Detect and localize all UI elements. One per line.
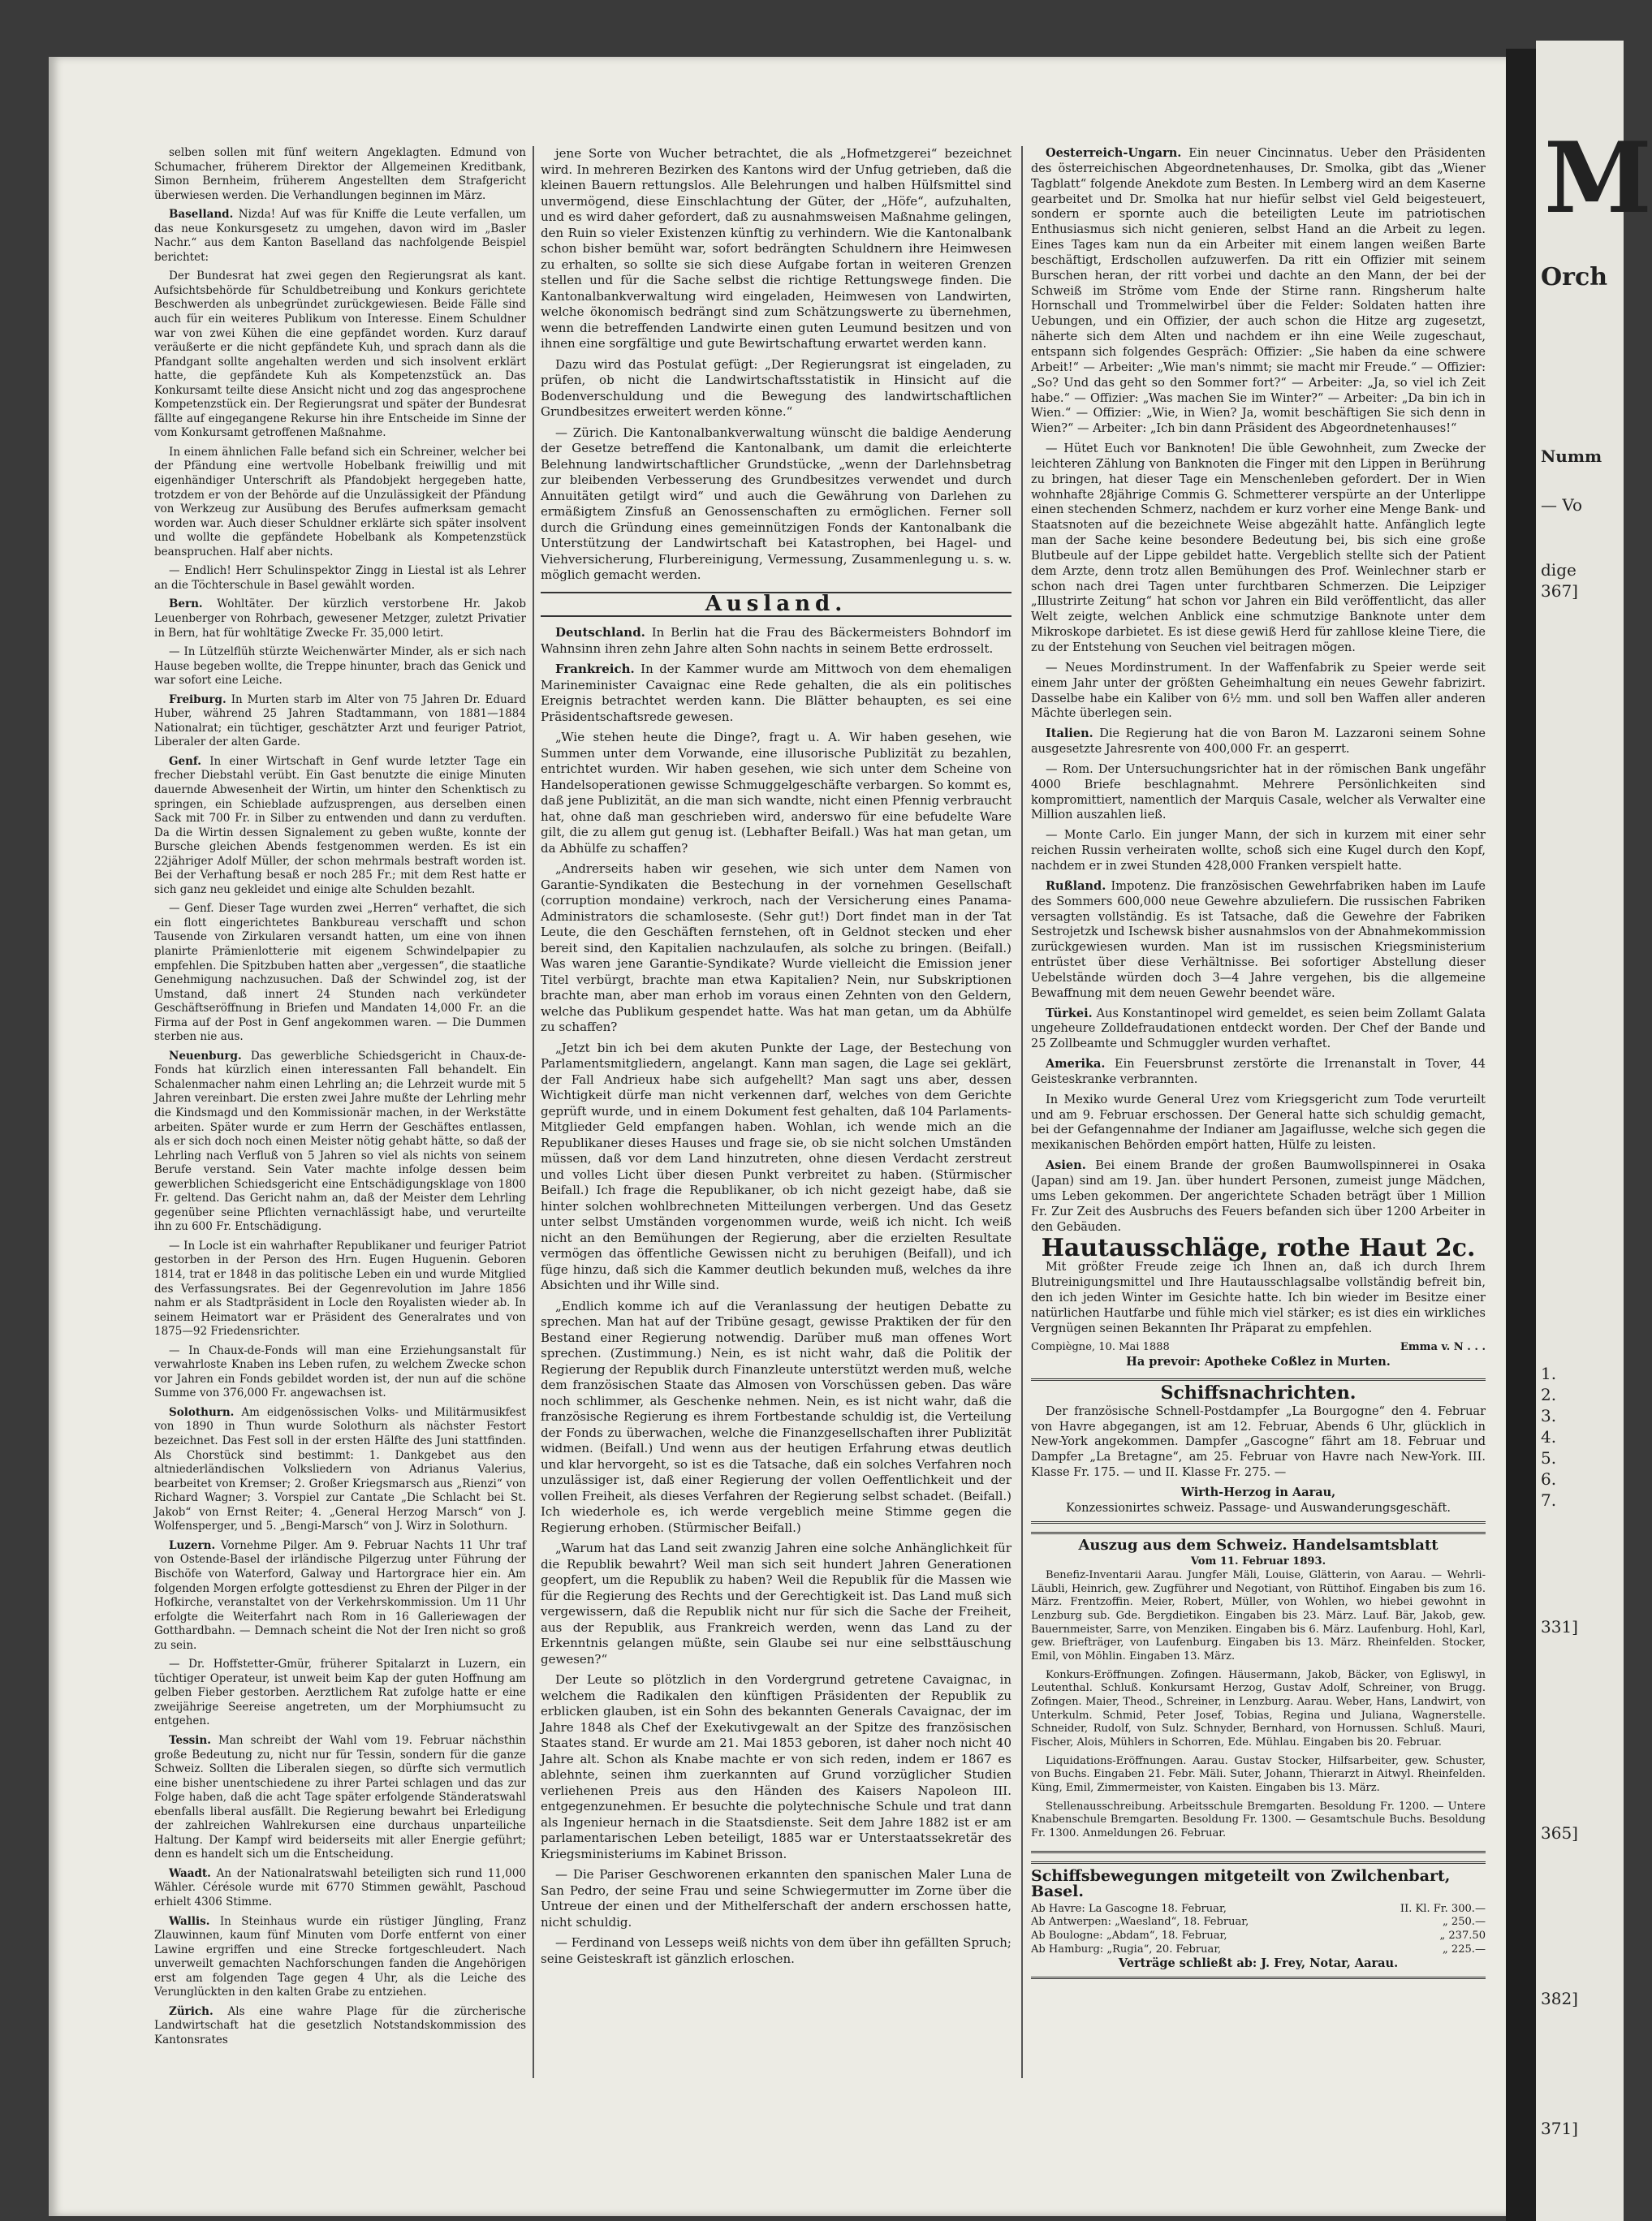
article-paragraph bbox=[541, 1935, 1011, 1967]
article-paragraph bbox=[541, 357, 1011, 420]
article-heading: Frankreich. bbox=[555, 662, 635, 676]
ad-signature: Emma v. N . . . bbox=[1400, 1341, 1486, 1354]
article-heading: Freiburg. bbox=[169, 692, 226, 706]
article-text: — Hütet Euch vor Banknoten! Die üble Gewohnheit, zum Zwecke der leichteren Zählung von Banknoten die Finger mit den Lippen in Berührung zu bringen, hat dieser Tage ein Menschenleben gefordert. Der in Wien wohnhafte 28jährige Commis G. Schmetterer verspürte an der Unterlippe einen stechenden Schmerz, nachdem er kurz vorher eine Menge Bank- und Staatsnoten auf die bezeichnete Weise abgezählt hatte. Anfänglich legte man der Sache keine besondere Bedeutung bei, bis sich eine große Blutbeule auf der Lippe gebildet hatte. Vergeblich stellte sich der Patient dem Arzte, denn trotz allen Bemühungen des Prof. Weinlechner starb er schon nach drei Tagen unter furchtbaren Schmerzen. Die Leipziger „Illustrirte Zeitung“ hat schon vor Jahren ein Bild veröffentlicht, das aller Welt zeigte, welchen Anblick eine schmutzige Banknote unter dem Mikroskope darbietet. Es ist diese gewiß Herd für zahllose kleine Tiere, die zu der Entstehung von Seuchen viel beitragen mögen. bbox=[1031, 442, 1486, 654]
ship-movements bbox=[1031, 1861, 1486, 1979]
shipping-text: Der französische Schnell-Postdampfer „La Bourgogne“ den 4. Februar von Havre abgegangen, ist am 12. Februar, Abends 6 Uhr, glücklich in New-York angekommen. Dampfer „Gascogne“ fährt am 18. Februar und Dampfer „La Bretagne“, am 25. Februar von Havre nach New-York. III. Klasse Fr. 175. — und II. Klasse Fr. 275. — bbox=[1031, 1404, 1486, 1480]
article-heading: Rußland. bbox=[1046, 878, 1106, 893]
article-paragraph bbox=[541, 1299, 1011, 1537]
article-paragraph bbox=[1031, 1007, 1486, 1053]
article-paragraph bbox=[1031, 1057, 1486, 1088]
article-paragraph bbox=[1031, 727, 1486, 757]
article-heading: Italien. bbox=[1046, 727, 1093, 741]
article-text: Ein Feuersbrunst zerstörte die Irrenanstalt in Tover, 44 Geisteskranke verbrannten. bbox=[1031, 1058, 1486, 1086]
article-heading: Türkei. bbox=[1046, 1006, 1093, 1020]
ship-row-price: „ 250.— bbox=[1442, 1916, 1486, 1929]
ship-row bbox=[1031, 1930, 1486, 1943]
article-heading: Baselland. bbox=[169, 208, 234, 222]
ship-row-label: Ab Hamburg: „Rugia“, 20. Februar, bbox=[1031, 1943, 1222, 1956]
ship-row-price: II. Kl. Fr. 300.— bbox=[1400, 1902, 1486, 1915]
shipping-news bbox=[1031, 1378, 1486, 1524]
article-text: „Warum hat das Land seit zwanzig Jahren eine solche Anhänglichkeit für die Republik bewahrt? Weil man sich seit hundert Jahren Generationen geopfert, um die Republik zu haben? Weil die Republik für die Massen wie für die Regierung des Rechts und der Gerechtigkeit ist. Das Land muß sich vergewissern, daß die Republik nicht nur für sich die Sache der Freiheit, aus der Republik, aus Frankreich werden, wenn das Land zu der Erkenntnis gelangen müßte, sein Glaube sei nur eine selbsttäuschung gewesen?“ bbox=[541, 1541, 1011, 1667]
article-text: — Ferdinand von Lesseps weiß nichts von dem über ihn gefällten Spruch; seine Geisteskraft ist gänzlich erloschen. bbox=[541, 1935, 1011, 1966]
article-text: — Endlich! Herr Schulinspektor Zingg in Liestal ist als Lehrer an die Töchterschule in Basel gewählt worden. bbox=[154, 564, 526, 592]
article-paragraph bbox=[541, 662, 1011, 725]
article-paragraph bbox=[154, 1658, 526, 1729]
edge-fragment: 6. bbox=[1541, 1469, 1557, 1489]
article-text: An der Nationalratswahl beteiligten sich rund 11,000 Wähler. Cérésole wurde mit 6770 Stimmen gewählt, Paschoud erhielt 4306 Stimme. bbox=[154, 1866, 527, 1908]
official-date: Vom 11. Februar 1893. bbox=[1190, 1555, 1326, 1568]
article-paragraph bbox=[154, 1539, 526, 1653]
article-paragraph bbox=[541, 861, 1011, 1036]
article-paragraph bbox=[541, 1541, 1011, 1667]
article-paragraph bbox=[154, 564, 526, 593]
article-text: In der Kammer wurde am Mittwoch von dem ehemaligen Marineminister Cavaignac eine Rede gehalten, die als ein politisches Ereignis betrachtet werden kann. Die Blätter behaupten, es sei eine Präsidentschaftsrede gewesen. bbox=[541, 662, 1011, 724]
article-text: In einer Wirtschaft in Genf wurde letzter Tage ein frecher Diebstahl verübt. Ein Gast benutzte die einige Minuten dauernde Abwesenheit der Wirtin, um hinter den Schenktisch zu springen, ein Schieblade aufzusprengen, aus derselben einen Sack mit 700 Fr. in Silber zu entwenden und dann zu verduften. Da die Wirtin dessen Signalement zu geben wußte, konnte der Bursche gleichen Abends festgenommen werden. Es ist ein 22jähriger Adolf Müller, der schon mehrmals bestraft worden ist. Bei der Verhaftung besaß er noch 285 Fr.; mit dem Rest hatte er sich ganz neu gekleidet und einige alte Schulden bezahlt. bbox=[154, 754, 526, 896]
edge-fragment: dige bbox=[1541, 560, 1577, 580]
edge-fragment: Orch bbox=[1541, 263, 1608, 291]
article-paragraph bbox=[1031, 146, 1486, 437]
edge-fragment: 7. bbox=[1541, 1490, 1557, 1510]
article-text: Wohltäter. Der kürzlich verstorbene Hr. Jakob Leuenberger von Rohrbach, gewesener Metzger, zuletzt Privatier in Bern, hat für wohltätige Zwecke Fr. 35,000 letirt. bbox=[154, 597, 526, 640]
article-heading: Deutschland. bbox=[555, 625, 645, 640]
article-heading: Luzern. bbox=[169, 1538, 216, 1552]
edge-fragment: 331] bbox=[1541, 1617, 1578, 1637]
shipping-agent: Wirth-Herzog in Aarau, bbox=[1180, 1486, 1336, 1500]
article-text: Der Bundesrat hat zwei gegen den Regierungsrat als kant. Aufsichtsbehörde für Schuldbetreibung und Konkurs gerichtete Beschwerden als unbegründet zurückgewiesen. Beide Fälle sind auch für ein weiteres Publikum von Interesse. Einem Schuldner war von zwei Kühen die eine gepfändet worden. Kurz darauf veräußerte er die nicht gepfändete Kuh, und sprach dann als die Pfandgant sollte angehalten werden und sich insolvent erklärt hatte, die gepfändete Kuh als Kompetenzstück an. Das Konkursamt teilte diese Ansicht nicht und zog das angesprochene Kompetenzstück ein. Der Regierungsrat und später der Bundesrat fällte auf eingegangene Rekurse hin ihre Entscheide im Sinne der vom Konkursamt getroffenen Maßnahme. bbox=[154, 270, 526, 440]
ship-row-label: Ab Antwerpen: „Waesland“, 18. Februar, bbox=[1031, 1916, 1249, 1929]
article-paragraph bbox=[154, 146, 526, 203]
edge-fragment: 371] bbox=[1541, 2119, 1578, 2138]
article-text: Dazu wird das Postulat gefügt: „Der Regierungsrat ist eingeladen, zu prüfen, ob nicht die Landwirtschaftsstatistik in Hinsicht auf die Bodenverschuldung und die Bewegung des landwirtschaftlichen Grundbesitzes erweitert werden könne.“ bbox=[541, 356, 1011, 419]
article-heading: Wallis. bbox=[169, 1914, 210, 1928]
article-text: — In Locle ist ein wahrhafter Republikaner und feuriger Patriot gestorben in der Person des Hrn. Eugen Huguenin. Geboren 1814, trat er 1848 in das politische Leben ein und wurde Mitglied des Verfassungsrates. Bei der Gegenrevolution im Jahre 1856 nahm er als Stadtpräsident in Locle den Royalisten wieder ab. In seinem Heimatort war er Präsident des Generalrates und von 1875—92 Friedensrichter. bbox=[154, 1239, 526, 1339]
article-paragraph bbox=[154, 1867, 526, 1910]
article-text: — Zürich. Die Kantonalbankverwaltung wünscht die baldige Aenderung der Gesetze betreffend die Kantonalbank, um damit die erleichterte Belehnung landwirtschaftlicher Grundstücke, „wenn der Darlehnsbetrag zur bleibenden Verbesserung des Grundbesitzes verwendet und durch Annuitäten getilgt wird“ und auch die Gewährung von Darlehen zu ermäßigtem Zinsfuß an Genossenschaften zu ermöglichen. Ferner soll durch die Gründung eines gemeinnützigen Fonds der Kantonalbank die Unterstützung der Landwirtschaft bei Katastrophen, bei Hagel- und Viehversicherung, Flurbereinigung, Vermessung, Zusammenlegung u. s. w. möglich gemacht werden. bbox=[541, 425, 1011, 582]
article-heading: Amerika. bbox=[1046, 1057, 1106, 1072]
edge-fragment: — Vo bbox=[1541, 495, 1583, 515]
article-heading: Waadt. bbox=[169, 1866, 211, 1880]
article-heading: Neuenburg. bbox=[169, 1049, 242, 1063]
edge-fragment: 365] bbox=[1541, 1823, 1578, 1843]
article-text: Am eidgenössischen Volks- und Militärmusikfest von 1890 in Thun wurde Solothurn als nächster Festort bezeichnet. Das Fest soll in der ersten Hälfte des Juni stattfinden. Als Chorstück sind bestimmt: 1. Dankgebet aus den altniederländischen Volksliedern von Adrianus Valerius, bearbeitet von Kremser; 2. Großer Kriegsmarsch aus „Rienzi“ von Richard Wagner; 3. Vorspiel zur Cantate „Die Schlacht bei St. Jakob“ von Ernst Reiter; 4. „General Herzog Marsch“ von J. Wolfensperger, und 5. „Bengi-Marsch“ von J. Wirz in Solothurn. bbox=[154, 1405, 526, 1533]
article-text: — Monte Carlo. Ein junger Mann, der sich in kurzem mit einer sehr reichen Russin verheiraten wollte, schoß sich eine Kugel durch den Kopf, nachdem er in zwei Stunden 428,000 Franken verspielt hatte. bbox=[1031, 829, 1486, 873]
article-paragraph bbox=[154, 645, 526, 688]
article-paragraph bbox=[154, 446, 526, 559]
section-heading: Ausland. bbox=[541, 592, 1011, 618]
column-rule bbox=[1021, 146, 1023, 2078]
edge-fragment: 2. bbox=[1541, 1385, 1557, 1404]
article-paragraph bbox=[541, 730, 1011, 856]
article-paragraph bbox=[1031, 762, 1486, 823]
next-page-masthead-fragment: M bbox=[1544, 121, 1652, 235]
article-text: Vornehme Pilger. Am 9. Februar Nachts 11 Uhr traf von Ostende-Basel der irländische Pilgerzug unter Führung der Bischöfe von Waterford, Galway und Hartorgrace hier ein. Am folgenden Morgen erfolgte gottesdienst zu Ehren der Pilger in der Hofkirche, veranstaltet von der Verkehrskommission. Um 11 Uhr erfolgte die Weiterfahrt nach Rom in 16 Galleriewagen der Gotthardbahn. — Demnach scheint die Not der Iren nicht so groß zu sein. bbox=[154, 1538, 527, 1652]
article-text: In Berlin hat die Frau des Bäckermeisters Bohndorf im Wahnsinn ihren zehn Jahre alten Sohn nachts in seinem Bette erdrosselt. bbox=[541, 625, 1011, 656]
article-text: — In Chaux-de-Fonds will man eine Erziehungsanstalt für verwahrloste Knaben ins Leben rufen, zu welchem Zwecke schon vor Jahren ein Fonds gebildet worden ist, der nun auf die schöne Summe von 376,000 Fr. angewachsen ist. bbox=[154, 1343, 526, 1400]
ship-row bbox=[1031, 1943, 1486, 1957]
article-paragraph bbox=[1031, 828, 1486, 874]
article-text: Aus Konstantinopel wird gemeldet, es seien beim Zollamt Galata ungeheure Zolldefraudationen entdeckt worden. Der Chef der Bande und 25 Zollbeamte und Schmuggler wurden verhaftet. bbox=[1031, 1007, 1486, 1051]
article-paragraph bbox=[154, 1915, 526, 2000]
article-paragraph bbox=[541, 425, 1011, 584]
article-text: Bei einem Brande der großen Baumwollspinnerei in Osaka (Japan) sind am 19. Jan. über hundert Personen, zumeist junge Mädchen, ums Leben gekommen. Der angerichtete Schaden beträgt über 1 Million Fr. Zur Zeit des Ausbruchs des Feuers befanden sich über 1200 Arbeiter in den Gebäuden. bbox=[1031, 1159, 1486, 1234]
article-text: — Dr. Hoffstetter-Gmür, früherer Spitalarzt in Luzern, ein tüchtiger Operateur, ist unweit beim Kap der guten Hoffnung am gelben Fieber gestorben. Aerztlichem Rat zufolge hatte er eine zweijährige Seereise angetreten, um der Morphiumsucht zu entgehen. bbox=[154, 1658, 526, 1728]
article-text: jene Sorte von Wucher betrachtet, die als „Hofmetzgerei“ bezeichnet wird. In mehreren Bezirken des Kantons wird der Unfug getrieben, daß die kleinen Bauern rettungslos. Alle Belehrungen und halben Hülfsmittel sind unvermögend, diese Einschlachtung der Güter, der „Höfe“, aufzuhalten, und es wird daher gefordert, daß zu ausnahmsweisen Maßnahme gelingen, den Ruin so vieler Existenzen künftig zu verhindern. Wie die Kantonalbank schon bisher bemüht war, sofort bedrängten Schuldnern ihre Heimwesen zu erhalten, so sollte sie sich diese Aufgabe fortan in weiteren Grenzen stellen und für die Sache selbst die richtige Rettungswege finden. Die Kantonalbankverwaltung wird eingeladen, Heimwesen von Landwirten, welche ökonomisch bedrängt sind zum Schätzungswerte zu übernehmen, wenn die betreffenden Landwirte einen guten Leumund besitzen und von ihnen eine sorgfältige und gute Bewirtschaftung erwartet werden kann. bbox=[541, 146, 1011, 351]
article-paragraph bbox=[154, 1406, 526, 1534]
edge-fragment: 382] bbox=[1541, 1989, 1578, 2008]
official-text-3: Liquidations-Eröffnungen. Aarau. Gustav Stocker, Hilfsarbeiter, gew. Schuster, von Buchs. Eingaben 21. Febr. Mäli. Suter, Johann, Thierarzt in Aitwyl. Rheinfelden. Küng, Emil, Zimmermeister, von Kaisten. Eingaben bis 13. März. bbox=[1031, 1754, 1486, 1795]
column-2 bbox=[541, 146, 1011, 1972]
article-heading: Solothurn. bbox=[169, 1405, 235, 1419]
article-text: — Neues Mordinstrument. In der Waffenfabrik zu Speier werde seit einem Jahr unter der größten Geheimhaltung ein neues Gewehr fabrizirt. Dasselbe habe ein Kaliber von 6½ mm. und soll ben Waffen aller anderen Mächte überlegen sein. bbox=[1031, 661, 1486, 721]
article-heading: Genf. bbox=[169, 754, 201, 768]
column-3 bbox=[1031, 146, 1486, 1987]
article-text: — In Lützelflüh stürzte Weichenwärter Minder, als er sich nach Hause begeben wollte, die Treppe hinunter, brach das Genick und war sofort eine Leiche. bbox=[154, 645, 526, 688]
article-paragraph bbox=[1031, 1158, 1486, 1235]
article-text: — Die Pariser Geschworenen erkannten den spanischen Maler Luna de San Pedro, der seine Frau und seine Schwiegermutter im Zorne über die Untreue der einen und der Mithelferschaft der andern erschossen hatte, nicht schuldig. bbox=[541, 1867, 1011, 1930]
shipping-title: Schiffsnachrichten. bbox=[1160, 1382, 1357, 1404]
article-heading: Asien. bbox=[1046, 1158, 1086, 1173]
ad-signature-row bbox=[1031, 1341, 1486, 1355]
article-paragraph bbox=[154, 902, 526, 1044]
ship-row-price: „ 237.50 bbox=[1439, 1929, 1486, 1942]
article-heading: Bern. bbox=[169, 597, 203, 611]
advertisement-hautausschlaege bbox=[1031, 1234, 1486, 1370]
article-paragraph bbox=[1031, 1093, 1486, 1154]
ad-place-date: Compiègne, 10. Mai 1888 bbox=[1031, 1341, 1170, 1354]
ship-row-label: Ab Havre: La Gascogne 18. Februar, bbox=[1031, 1902, 1227, 1915]
article-paragraph bbox=[154, 755, 526, 897]
article-paragraph bbox=[154, 597, 526, 640]
ad-text: Mit größter Freude zeige ich Ihnen an, daß ich durch Ihrem Blutreinigungsmittel und Ihre Hautausschlagsalbe vollständig befreit bin, den ich jeden Winter im Gesichte hatte. Ich bin wieder im Besitze einer natürlichen Hautfarbe und fühle mich viel stärker; es ist dies ein wirkliches Vergnügen seinen Bekannten Ihr Präparat zu empfehlen. bbox=[1031, 1261, 1486, 1335]
official-gazette-extract bbox=[1031, 1532, 1486, 1853]
edge-fragment: 367] bbox=[1541, 581, 1578, 601]
article-text: — Genf. Dieser Tage wurden zwei „Herren“ verhaftet, die sich ein flott eingerichtetes Bankbureau verschafft und schon Tausende von Zirkularen versandt hatten, um eine von ihnen planirte Prämienlotterie mit eigenem Schwindelpapier zu empfehlen. Die Spitzbuben hatten aber „vergessen“, die staatliche Genehmigung nachzusuchen. Daß der Schwindel zog, ist der Umstand, daß innert 24 Stunden nach verkündeter Geschäftseröffnung in Briefen und Mandaten 14,000 Fr. an die Firma auf der Post in Genf angekommen waren. — Die Dummen sterben nie aus. bbox=[154, 902, 526, 1044]
shipping-agent-sub: Konzessionirtes schweiz. Passage- und Auswanderungsgeschäft. bbox=[1065, 1501, 1451, 1515]
ship-row-price: „ 225.— bbox=[1442, 1943, 1486, 1956]
column-rule bbox=[533, 146, 534, 2078]
ship-row bbox=[1031, 1916, 1486, 1930]
column-1 bbox=[154, 146, 526, 2052]
article-text: — Rom. Der Untersuchungsrichter hat in der römischen Bank ungefähr 4000 Briefe beschlagnahmt. Mehrere Persönlichkeiten sind kompromittiert, namentlich der Marquis Casale, welcher als Verwalter eine Million auszahlen ließ. bbox=[1031, 762, 1486, 822]
article-text: Die Regierung hat die von Baron M. Lazzaroni seinem Sohne ausgesetzte Jahresrente von 400,000 Fr. an gesperrt. bbox=[1031, 727, 1486, 757]
article-paragraph bbox=[541, 1672, 1011, 1862]
article-heading: Tessin. bbox=[169, 1733, 211, 1747]
article-text: „Endlich komme ich auf die Veranlassung der heutigen Debatte zu sprechen. Man hat auf der Tribüne gesagt, gewisse Praktiken der für den Bestand einer Regierung notwendig. Darüber muß man offenes Wort sprechen. (Zustimmung.) Nein, es ist nicht wahr, daß die Politik der Regierung der Republik durch Finanzleute unterstützt werden muß, welche dem französischen Staate das Almosen von Vorschüssen geben. Das wäre noch schlimmer, als Geschenke nehmen. Nein, es ist nicht wahr, daß die französische Regierung es ihrem Fortbestande schuldig ist, die Verteilung der Fonds zu überwachen, welche die Finanzgesellschaften ihrer Publizität widmen. (Beifall.) Und wenn aus der heutigen Erfahrung etwas deutlich und klar hervorgeht, so ist es die Tatsache, daß ein solches Verfahren noch unzulässiger ist, daß einer Regierung der vollen Oeffentlichkeit und der vollen Freiheit, als dieses Verfahren der Regierung selbst schadet. (Beifall.) Ich wiederhole es, ich werde vergeblich meine Stimme gegen die Regierung erhoben. (Stürmischer Beifall.) bbox=[541, 1298, 1011, 1535]
article-heading: Oesterreich-Ungarn. bbox=[1046, 146, 1182, 160]
article-paragraph bbox=[154, 1240, 526, 1339]
ship-row bbox=[1031, 1903, 1486, 1917]
edge-fragment: 1. bbox=[1541, 1364, 1557, 1383]
column-3-articles bbox=[1031, 146, 1486, 1235]
article-paragraph bbox=[541, 1867, 1011, 1930]
article-paragraph bbox=[541, 146, 1011, 352]
article-text: Man schreibt der Wahl vom 19. Februar nächsthin große Bedeutung zu, nicht nur für Tessin, sondern für die ganze Schweiz. Sollten die Liberalen siegen, so dürfte sich vermutlich eine bisher unentschiedene zu ihrer Partei schlagen und das zur Folge haben, daß die acht Tage später erfolgende Ständeratswahl ebenfalls liberal ausfällt. Die Regierung bewahrt bei Erledigung der zahlreichen Wahlrekursen eine durchaus unparteiliche Haltung. Der Kampf wird beiderseits mit aller Energie geführt; denn es handelt sich um die Entscheidung. bbox=[154, 1733, 526, 1861]
article-paragraph bbox=[541, 625, 1011, 657]
article-paragraph bbox=[154, 270, 526, 441]
article-paragraph bbox=[154, 208, 526, 265]
article-text: „Andrerseits haben wir gesehen, wie sich unter dem Namen von Garantie-Syndikaten die Bestechung in der vornehmen Gesellschaft (corruption mondaine) verkroch, nach der Versicherung eines Panama-Administrators die schamloseste. (Sehr gut!) Dort findet man in der Tat Leute, die den Geschäften fernstehen, oft in Geldnot stecken und eher bereit sind, den Kapitalien nachzulaufen, als solche zu bringen. (Beifall.) Was waren jene Garantie-Syndikate? Wurde vielleicht die Emission jener Titel verbürgt, brachte man etwa Kapitalien? Nein, nur Subskriptionen brachte man, aber man erhob im voraus einen Zehnten von den Geldern, welche das Publikum gespendet hatte. Was hat man getan, um da Abhülfe zu schaffen? bbox=[541, 861, 1011, 1034]
article-paragraph bbox=[154, 1734, 526, 1862]
edge-fragment: 5. bbox=[1541, 1448, 1557, 1468]
article-text: In einem ähnlichen Falle befand sich ein Schreiner, welcher bei der Pfändung eine wertvolle Hobelbank freiwillig und mit eigenhändiger Unterschrift als Pfandobjekt hergegeben hatte, trotzdem er von der Behörde auf die Unzulässigkeit der Pfändung von Werkzeug zur Ausübung des Berufes aufmerksam gemacht worden war. Auch dieser Schuldner erklärte sich später insolvent und wollte die gepfändete Hobelbank als Kompetenzstück beanspruchen. Half aber nichts. bbox=[154, 445, 526, 558]
binding-spine bbox=[1506, 49, 1537, 2221]
article-text: In Steinhaus wurde ein rüstiger Jüngling, Franz Zlauwinnen, kaum fünf Minuten vom Dorfe entfernt von einer Lawine ergriffen und eine Strecke fortgeschleudert. Nach unverweilt gemachten Nachforschungen fanden die Angehörigen erst am folgenden Tage gegen 4 Uhr, als die Leiche des Verunglückten in den kalten Grabe zu entziehen. bbox=[154, 1914, 527, 1999]
edge-fragment: Numm bbox=[1541, 446, 1602, 466]
article-paragraph bbox=[154, 1050, 526, 1235]
article-text: Nizda! Auf was für Kniffe die Leute verfallen, um das neue Konkursgesetz zu umgehen, davon wird im „Basler Nachr.“ aus dem Kanton Baselland das nachfolgende Beispiel berichtet: bbox=[154, 208, 526, 264]
official-text-2: Konkurs-Eröffnungen. Zofingen. Häusermann, Jakob, Bäcker, von Egliswyl, in Leutenthal. Schluß. Konkursamt Herzog, Gustav Adolf, Schreiner, von Brugg. Zofingen. Maier, Theod., Schreiner, in Lenzburg. Aarau. Weber, Hans, Landwirt, von Unterkulm. Schmid, Peter Josef, Tobias, Regina und Juliana, Wagnerstelle. Schneider, Rudolf, von Sulz. Schnyder, Bernhard, von Hornussen. Schluß. Mauri, Fischer, Alois, Mühlers in Schorren, Ede. Mühlau. Eingaben bis 20. Februar. bbox=[1031, 1668, 1486, 1749]
ship-row-label: Ab Boulogne: „Abdam“, 18. Februar, bbox=[1031, 1929, 1227, 1942]
article-text: selben sollen mit fünf weitern Angeklagten. Edmund von Schumacher, früherem Direktor der Allgemeinen Kreditbank, Simon Bernheim, früherem Angestellten dem Strafgericht überwiesen werden. Die Verhandlungen beginnen im März. bbox=[154, 146, 526, 202]
edge-fragment: 4. bbox=[1541, 1427, 1557, 1447]
article-paragraph bbox=[1031, 661, 1486, 722]
official-text: Benefiz-Inventarii Aarau. Jungfer Mäli, Louise, Glätterin, von Aarau. — Wehrli-Läubli, Heinrich, gew. Zugführer und Negotiant, von Rüttihof. Eingaben bis zum 16. März. Frentzoffin. Meier, Robert, Müller, von Wohlen, wo hiebei gewohnt in Lenzburg sub. Gde. Bergdietikon. Eingaben bis 23. März. Lauf. Bär, Jakob, gew. Bauernmeister, Sarre, von Menziken. Eingaben bis 6. März. Laufenburg. Hohl, Karl, gew. Briefträger, von Laufenburg. Eingaben bis 13. März. Rheinfelden. Stocker, Emil, von Möhlin. Eingaben 13. März. bbox=[1031, 1569, 1486, 1663]
article-paragraph bbox=[154, 1344, 526, 1401]
article-text: Der Leute so plötzlich in den Vordergrund getretene Cavaignac, in welchem die Radikalen den künftigen Präsidenten der Republik zu erblicken glauben, ist ein Sohn des bekannten Generals Cavaignac, der im Jahre 1848 als Chef der Exekutivgewalt an der Spitze des französischen Staates stand. Er wurde am 21. Mai 1853 geboren, ist daher noch nicht 40 Jahre alt. Schon als Knabe machte er von sich reden, indem er 1867 es ablehnte, seinen ihm zuerkannten auf Grund vorzüglicher Studien verliehenen Preis aus den Händen des Kaisers Napoleon III. entgegenzunehmen. Er besuchte die polytechnische Schule und trat dann als Ingenieur hernach in die Staatsdienste. Seit dem Jahre 1882 ist er am parlamentarischen Leben beteiligt, 1885 war er Unterstaatssekretär des Kriegsministeriums im Kabinet Brisson. bbox=[541, 1672, 1011, 1861]
next-page-edge bbox=[1536, 41, 1652, 2221]
article-text: Ein neuer Cincinnatus. Ueber den Präsidenten des österreichischen Abgeordnetenhauses, Dr. Smolka, gibt das „Wiener Tagblatt“ folgende Anekdote zum Besten. In Lemberg wird an dem Kaserne gearbeitet und Dr. Smolka hat nur hiefür selbst viel Geld beigesteuert, sondern er spornte auch die beteiligten Leute im patriotischen Enthusiasmus sich nicht genieren, selbst Hand an die Arbeit zu legen. Eines Tages kam nun da ein Arbeiter mit einem langen weißen Barte beschäftigt, Erdschollen aufzuwerfen. Da ritt ein Offizier mit seinem Burschen heran, der ritt vorbei und dachte an den Mann, der bei der Schweiß im Ströme vom Ende der Stirne rann. Ringsherum halte Hornschall und Trommelwirbel über die Felder: Soldaten hatten ihre Uebungen, und ein Offizier, der auch schon die Hitze arg zugesetzt, näherte sich dem Alten und nachdem er ihn eine Weile zugeschaut, entspann sich folgendes Gespräch: Offizier: „Sie haben da eine schwere Arbeit!“ — Arbeiter: „Wie man's nimmt; sie macht mir Freude.“ — Offizier: „So? Und das geht so den Sommer fort?“ — Arbeiter: „Ja, so viel ich Zeit habe.“ — Offizier: „Was machen Sie im Winter?“ — Arbeiter: „Da bin ich in Wien.“ — Offizier: „Wie, in Wien? Ja, womit beschäftigen Sie sich denn in Wien?“ — Arbeiter: „Ich bin dann Präsident des Abgeordnetenhauses!“ bbox=[1031, 147, 1486, 436]
article-text: „Jetzt bin ich bei dem akuten Punkte der Lage, der Bestechung von Parlamentsmitgliedern, angelangt. Kann man sagen, die Lage sei geklärt, der Fall Andrieux habe sich aufgehellt? Man sagt uns aber, dessen Wichtigkeit dürfe man nicht verkennen darf, welches von dem Gerichte geprüft wurde, und in einem Dokument fest gehalten, daß 104 Parlaments-Mitglieder Geld empfangen haben. Wohlan, ich wende mich an die Republikaner dieses Hauses und frage sie, ob sie nicht solchen Umständen müssen, daß vor dem Land hinzutreten, ohne diesen Verdacht zerstreut und volles Licht über diesen Punkt verbreitet zu haben. (Stürmischer Beifall.) Ich frage die Republikaner, ob ich nicht gezeigt habe, daß sie hinter solchen wohlbrechneten Mitteilungen verbergen. Und das Gesetz unter selbst Umständen vorgenommen wurde, weiß ich nicht. Ich weiß nicht an den Bemühungen der Regierung, aber die erzielten Resultate vermögen das öffentliche Gewissen nicht zu beruhigen (Beifall), und ich füge hinzu, daß sich die Kammer deutlich bekunden muß, welches da ihre Absichten und ihr Wille sind. bbox=[541, 1040, 1011, 1292]
article-heading: Zürich. bbox=[169, 2004, 214, 2018]
edge-fragment: 3. bbox=[1541, 1406, 1557, 1425]
article-text: In Mexiko wurde General Urez vom Kriegsgericht zum Tode verurteilt und am 9. Februar erschossen. Der General hatte sich schuldig gemacht, bei der Gefangennahme der Indianer am Jagaiflusse, welche sich gegen die mexikanischen Behörden empört hatten, Hülfe zu leisten. bbox=[1031, 1093, 1486, 1153]
article-text: Impotenz. Die französischen Gewehrfabriken haben im Laufe des Sommers 600,000 neue Gewehre abzuliefern. Die russischen Fabriken versagten vollständig. Es ist Tatsache, daß die Gewehre der Fabriken Sestrojetzk und Ischewsk bisher ausnahmslos von der Abnahmekommission zurückgewiesen wurden. Man ist im russischen Kriegsministerium entrüstet über diese Verhältnisse. Bei sofortiger Abstellung dieser Uebelstände würden doch 3—4 Jahre vergehen, bis die allgemeine Bewaffnung mit dem neuen Gewehr beendet wäre. bbox=[1031, 879, 1486, 1000]
article-paragraph bbox=[154, 2005, 526, 2048]
official-title: Auszug aus dem Schweiz. Handelsamtsblatt bbox=[1078, 1536, 1438, 1554]
article-paragraph bbox=[541, 1041, 1011, 1294]
article-text: „Wie stehen heute die Dinge?, fragt u. A. Wir haben gesehen, wie Summen unter dem Vorwande, eine illusorische Publizität zu bezahlen, entrichtet wurden. Wir haben gesehen, wie sich unter dem Scheine von Handelsoperationen gewisse Schmuggelgeschäfte verbargen. So kommt es, daß jene Publizität, an die man sich wandte, nicht einen Pfennig verbraucht hat, ohne daß man geschrieben wird, anderswo für eine befudelte Ware gilt, die zu allem gut genug ist. (Lebhafter Beifall.) Was hat man getan, um da Abhülfe zu schaffen? bbox=[541, 730, 1011, 856]
article-text: Als eine wahre Plage für die zürcherische Landwirtschaft hat die gesetzlich Notstandskommission des Kantonsrates bbox=[154, 2004, 526, 2046]
ships-footer: Verträge schließt ab: J. Frey, Notar, Aarau. bbox=[1118, 1956, 1399, 1971]
ad-title: Hautausschläge, rothe Haut 2c. bbox=[1041, 1234, 1476, 1263]
ad-depot: Ha prevoir: Apotheke Coßlez in Murten. bbox=[1126, 1355, 1391, 1369]
article-text: Das gewerbliche Schiedsgericht in Chaux-de-Fonds hat kürzlich einen interessanten Fall behandelt. Ein Schalenmacher nahm einen Lehrling an; die Lehrzeit wurde mit 5 Jahren vereinbart. Die ersten zwei Jahre mußte der Lehrling mehr die Kindsmagd und den Kommissionär machen, in der Werkstätte arbeiten. Später wurde er zum Herrn der Geschäftes entlassen, als er sich doch noch einen Meister nötig gehabt hätte, so daß der Lehrling nach Verfluß von 5 Jahren so viel als nichts von seinem Berufe verstand. Sein Vater machte infolge dessen beim gewerblichen Schiedsgericht eine Entschädigungsklage von 1800 Fr. geltend. Das Gericht nahm an, daß der Meister dem Lehrling gegenüber seine Pflichten vernachlässigt habe, und verurteilte ihn zu 600 Fr. Entschädigung. bbox=[154, 1049, 526, 1234]
article-paragraph bbox=[154, 693, 526, 750]
article-text: In Murten starb im Alter von 75 Jahren Dr. Eduard Huber, während 25 Jahren Stadtammann, von 1881—1884 Nationalrat; ein tüchtiger, geschätzter Arzt und feuriger Patriot, Liberaler der alten Garde. bbox=[154, 692, 526, 749]
article-paragraph bbox=[1031, 442, 1486, 656]
article-paragraph bbox=[1031, 879, 1486, 1002]
ships-title: Schiffsbewegungen mitgeteilt von Zwilchenbart, Basel. bbox=[1031, 1866, 1451, 1900]
official-text-4: Stellenausschreibung. Arbeitsschule Bremgarten. Besoldung Fr. 1200. — Untere Knabenschule Bremgarten. Besoldung Fr. 1300. — Gesamtschule Buchs. Besoldung Fr. 1300. Anmeldungen 26. Februar. bbox=[1031, 1800, 1486, 1840]
